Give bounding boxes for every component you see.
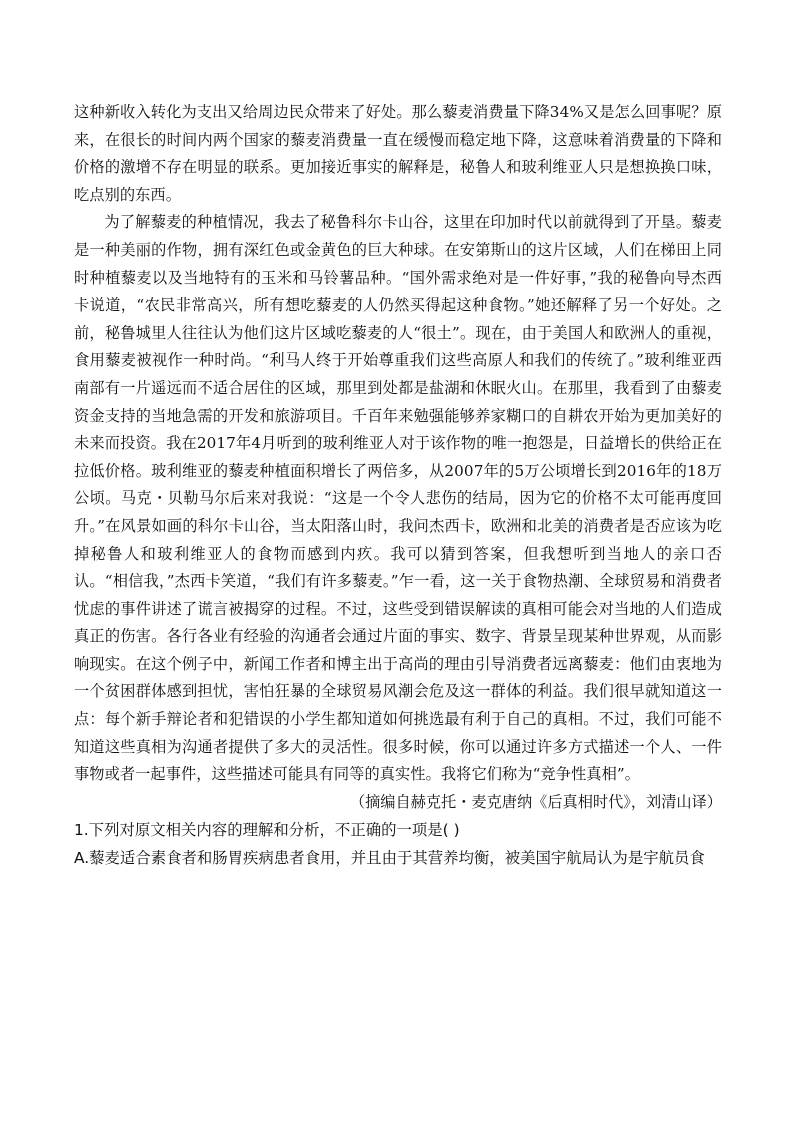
question-1-stem: 1.下列对原文相关内容的理解和分析，不正确的一项是( ) [74, 821, 460, 840]
source-citation: （摘编自赫克托・麦克唐纳《后真相时代》，刘清山译） [349, 792, 722, 811]
question-1-option-a: A.藜麦适合素食者和肠胃疾病患者食用，并且由于其营养均衡，被美国宇航局认为是宇航员食 [74, 849, 705, 868]
body-paragraph-2: 为了解藜麦的种植情况，我去了秘鲁科尔卡山谷，这里在印加时代以前就得到了开垦。藜麦是一种美丽的作物，拥有深红色或金黄色的巨大种球。在安第斯山的这片区域，人们在梯田上同时种植藜麦以及当地特有的玉米和马铃薯品种。“国外需求绝对是一件好事，”我的秘鲁向导杰西卡说道，“农民非常高兴，所有想吃藜麦的人仍然买得起这种食物。”她还解释了另一个好处。之前，秘鲁城里人往往认为他们这片区域吃藜麦的人“很土”。现在，由于美国人和欧洲人的重视，食用藜麦被视作一种时尚。“利马人终于开始尊重我们这些高原人和我们的传统了。”玻利维亚西南部有一片遥远而不适合居住的区域，那里到处都是盐湖和休眠火山。在那里，我看到了由藜麦资金支持的当地急需的开发和旅游项目。千百年来勉强能够养家糊口的自耕农开始为更加美好的未来而投资。我在2017年4月听到的玻利维亚人对于该作物的唯一抱怨是，日益增长的供给正在拉低价格。玻利维亚的藜麦种植面积增长了两倍多，从2007年的5万公顷增长到2016年的18万公顷。马克・贝勒马尔后来对我说：“这是一个令人悲伤的结局，因为它的价格不太可能再度回升。”在风景如画的科尔卡山谷，当太阳落山时，我问杰西卡，欧洲和北美的消费者是否应该为吃掉秘鲁人和玻利维亚人的食物而感到内疚。我可以猜到答案，但我想听到当地人的亲口否认。“相信我，”杰西卡笑道，“我们有许多藜麦。”乍一看，这一关于食物热潮、全球贸易和消费者忧虑的事件讲述了谎言被揭穿的过程。不过，这些受到错误解读的真相可能会对当地的人们造成真正的伤害。各行各业有经验的沟通者会通过片面的事实、数字、背景呈现某种世界观，从而影响现实。在这个例子中，新闻工作者和博主出于高尚的理由引导消费者远离藜麦：他们由衷地为一个贫困群体感到担忧，害怕狂暴的全球贸易风潮会危及这一群体的利益。我们很早就知道这一点：每个新手辩论者和犯错误的小学生都知道如何挑选最有利于自己的真相。不过，我们可能不知道这些真相为沟通者提供了多大的灵活性。很多时候，你可以通过许多方式描述一个人、一件事物或者一起事件，这些描述可能具有同等的真实性。我将它们称为“竞争性真相”。 [74, 213, 722, 784]
body-paragraph-1: 这种新收入转化为支出又给周边民众带来了好处。那么藜麦消费量下降34%又是怎么回事呢？原来，在很长的时间内两个国家的藜麦消费量一直在缓慢而稳定地下降，这意味着消费量的下降和价格的激增不存在明显的联系。更加接近事实的解释是，秘鲁人和玻利维亚人只是想换换口味，吃点别的东西。 [74, 103, 722, 204]
document-page [74, 99, 722, 872]
